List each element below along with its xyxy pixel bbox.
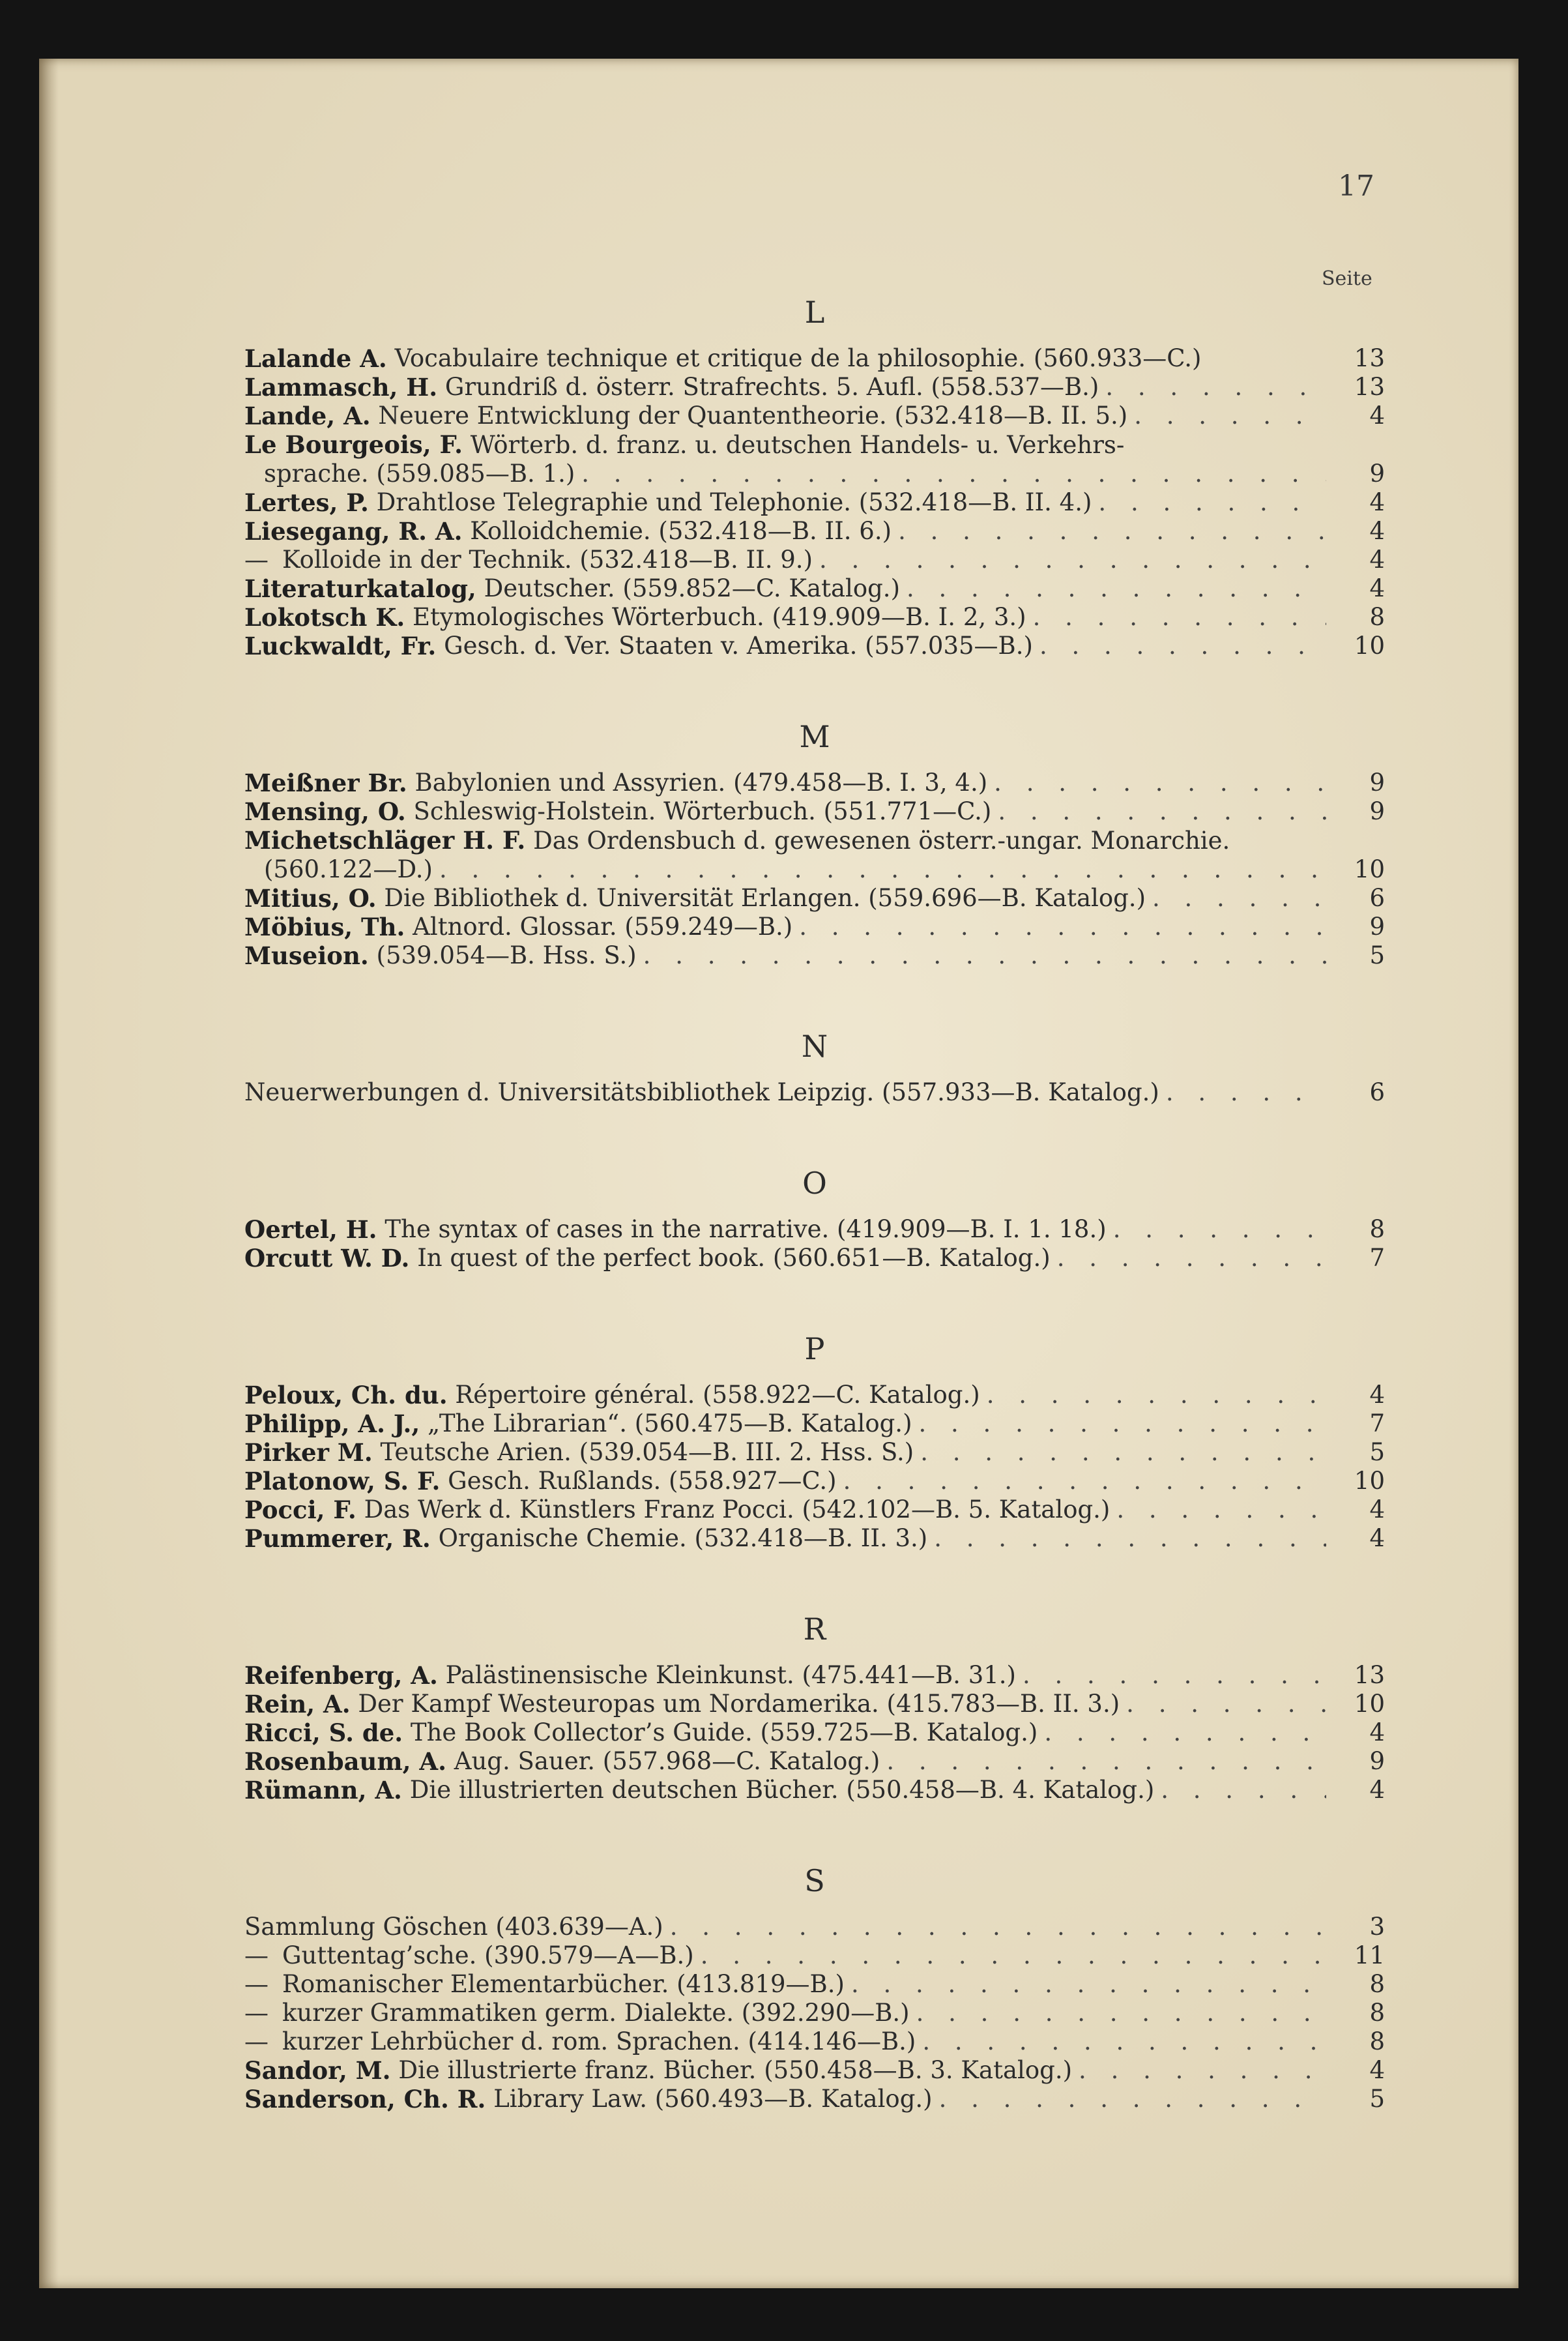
index-entry	[244, 797, 1385, 826]
index-entry	[244, 1718, 1385, 1747]
index-entry	[244, 1747, 1385, 1776]
index-entry	[244, 1524, 1385, 1553]
entry-author: Mensing, O.	[244, 797, 406, 826]
entry-title: Library Law. (560.493—B. Katalog.)	[493, 2085, 933, 2113]
entry-author: Liesegang, R. A.	[244, 517, 463, 546]
dot-leader	[670, 1913, 1326, 1941]
entry-page-number: 8	[1369, 1999, 1385, 2027]
index-entry	[244, 632, 1385, 660]
entry-title: d. Universitätsbibliothek Leipzig. (557.933—B. Katalog.)	[467, 1078, 1159, 1106]
section-s	[244, 1862, 1385, 2113]
index-entry	[244, 1776, 1385, 1804]
index-entry	[244, 769, 1385, 797]
entry-author: Lande, A.	[244, 402, 371, 430]
entry-title: Der Kampf Westeuropas um Nordamerika. (415.783—B. II. 3.)	[358, 1690, 1120, 1718]
entry-page-number: 8	[1369, 603, 1385, 631]
entry-author: Lalande A.	[244, 344, 387, 373]
entry-title: Kolloidchemie. (532.418—B. II. 6.)	[470, 517, 892, 545]
entry-title: Etymologisches Wörterbuch. (419.909—B. I. 2, 3.)	[413, 603, 1026, 631]
index-entry	[244, 603, 1385, 632]
entry-author: Meißner Br.	[244, 769, 407, 797]
section-n	[244, 1027, 1385, 1107]
section-o	[244, 1164, 1385, 1273]
entry-page-number: 9	[1369, 797, 1385, 825]
section-letter: P	[804, 1331, 825, 1366]
entry-author: Sammlung	[244, 1913, 375, 1941]
section-letter: O	[802, 1166, 827, 1201]
entry-title: Göschen (403.639—A.)	[383, 1913, 663, 1941]
entry-author: Möbius, Th.	[244, 913, 405, 941]
dot-leader	[919, 1409, 1327, 1438]
entry-title: Grundriß d. österr. Strafrechts. 5. Aufl. (558.537—B.)	[444, 373, 1099, 401]
entry-author: Rein, A.	[244, 1690, 351, 1718]
index-entry	[244, 1467, 1385, 1495]
dot-leader	[987, 1381, 1326, 1409]
dot-leader	[1126, 1690, 1326, 1718]
entry-page-number: 8	[1369, 1970, 1385, 1998]
dot-leader	[1057, 1244, 1326, 1273]
entry-page-number: 10	[1354, 632, 1385, 660]
entry-page-number: 7	[1369, 1409, 1385, 1437]
entry-author: Pocci, F.	[244, 1495, 356, 1524]
entry-page-number: 7	[1369, 1244, 1385, 1272]
dot-leader	[898, 517, 1326, 546]
entry-page-number: 4	[1369, 1776, 1385, 1804]
entry-author: Mitius, O.	[244, 884, 377, 913]
entry-title: (560.122—D.)	[264, 855, 433, 883]
dot-leader	[1116, 1495, 1326, 1524]
entry-page-number: 9	[1369, 1747, 1385, 1775]
entry-page-number: 3	[1369, 1913, 1385, 1941]
binding-shadow	[39, 59, 59, 2288]
section-l	[244, 293, 1385, 660]
entry-author: Michetschläger H. F.	[244, 826, 526, 855]
entry-author: Sanderson, Ch. R.	[244, 2085, 486, 2113]
index-entry	[244, 1381, 1385, 1409]
dot-leader	[886, 1747, 1326, 1776]
dot-leader	[1079, 2056, 1326, 2085]
dot-leader	[1023, 1661, 1326, 1690]
ditto-dash: —	[244, 1941, 269, 1969]
entry-title: The syntax of cases in the narrative. (419.909—B. I. 1. 18.)	[385, 1215, 1107, 1243]
index-entry	[244, 826, 1385, 884]
entry-author: Peloux, Ch. du.	[244, 1381, 448, 1409]
entry-title: Kolloide in der Technik. (532.418—B. II. 9.)	[282, 546, 813, 574]
page-column-header: Seite	[1322, 267, 1372, 290]
entry-page-number: 4	[1369, 1495, 1385, 1524]
entry-title: Guttentag’sche. (390.579—A—B.)	[282, 1941, 694, 1969]
dot-leader	[1166, 1078, 1326, 1107]
dot-leader	[843, 1467, 1326, 1495]
index-entry	[244, 941, 1385, 970]
entry-author: Platonow, S. F.	[244, 1467, 441, 1495]
entry-title: Altnord. Glossar. (559.249—B.)	[413, 913, 793, 941]
entry-page-number: 9	[1369, 460, 1385, 488]
entry-page-number: 6	[1369, 884, 1385, 912]
index-entry	[244, 402, 1385, 430]
index-entry	[244, 430, 1385, 488]
dot-leader	[819, 546, 1326, 574]
entry-page-number: 4	[1369, 517, 1385, 545]
section-letter: N	[801, 1029, 828, 1064]
entry-author: Lokotsch K.	[244, 603, 405, 632]
section-m	[244, 718, 1385, 970]
section-p	[244, 1330, 1385, 1553]
entry-page-number: 4	[1369, 546, 1385, 574]
index-entry	[244, 517, 1385, 546]
index-entry	[244, 1078, 1385, 1107]
index-entry	[244, 1913, 1385, 1941]
index-entry	[244, 1495, 1385, 1524]
entry-page-number: 4	[1369, 488, 1385, 516]
entry-author: Orcutt W. D.	[244, 1244, 410, 1273]
entry-author: Sandor, M.	[244, 2056, 391, 2085]
entry-title: Deutscher. (559.852—C. Katalog.)	[484, 574, 901, 602]
entry-page-number: 8	[1369, 2027, 1385, 2055]
entry-page-number: 4	[1369, 402, 1385, 430]
entry-author: Le Bourgeois, F.	[244, 430, 463, 459]
dot-leader	[934, 1524, 1326, 1553]
entry-title: Aug. Sauer. (557.968—C. Katalog.)	[454, 1747, 880, 1775]
entry-title: Babylonien und Assyrien. (479.458—B. I. 3, 4.)	[414, 769, 988, 797]
section-letter: L	[804, 295, 825, 330]
entry-page-number: 11	[1354, 1941, 1385, 1969]
index-entry	[244, 913, 1385, 941]
ditto-dash: —	[244, 2027, 269, 2055]
entry-title: Das Ordensbuch d. gewesenen österr.-ungar. Monarchie.	[533, 827, 1230, 855]
section-r	[244, 1610, 1385, 1804]
index-entry	[244, 1661, 1385, 1690]
entry-page-number: 4	[1369, 1524, 1385, 1552]
entry-title: „The Librarian“. (560.475—B. Katalog.)	[428, 1409, 912, 1437]
entry-title: kurzer Lehrbücher d. rom. Sprachen. (414.146—B.)	[282, 2027, 916, 2055]
entry-title: Die illustrierte franz. Bücher. (550.458—B. 3. Katalog.)	[398, 2056, 1073, 2084]
entry-author: Luckwaldt, Fr.	[244, 632, 437, 660]
ditto-dash: —	[244, 1970, 269, 1998]
section-letter: R	[803, 1612, 826, 1647]
dot-leader	[1113, 1215, 1326, 1244]
entry-title: (539.054—B. Hss. S.)	[376, 941, 637, 969]
index-list	[244, 293, 1385, 2171]
dot-leader	[1039, 632, 1326, 660]
entry-title: sprache. (559.085—B. 1.)	[264, 460, 575, 488]
entry-page-number: 10	[1354, 855, 1385, 883]
entry-title: Vocabulaire technique et critique de la philosophie. (560.933—C.)	[394, 344, 1202, 372]
entry-page-number: 10	[1354, 1690, 1385, 1718]
entry-title: kurzer Grammatiken germ. Dialekte. (392.290—B.)	[282, 1999, 910, 2027]
entry-author: Ricci, S. de.	[244, 1718, 403, 1747]
entry-page-number: 5	[1369, 941, 1385, 969]
index-entry	[244, 1999, 1385, 2027]
index-entry	[244, 2056, 1385, 2085]
entry-title: Gesch. Rußlands. (558.927—C.)	[448, 1467, 837, 1495]
page-number: 17	[1338, 169, 1374, 203]
index-entry	[244, 2085, 1385, 2113]
entry-author: Lammasch, H.	[244, 373, 438, 402]
entry-title: Wörterb. d. franz. u. deutschen Handels- u. Verkehrs-	[470, 431, 1125, 459]
index-entry	[244, 344, 1385, 373]
entry-author: Literaturkatalog,	[244, 574, 476, 603]
entry-title: Die Bibliothek d. Universität Erlangen. (559.696—B. Katalog.)	[384, 884, 1146, 912]
entry-author: Rümann, A.	[244, 1776, 402, 1804]
dot-leader	[1105, 373, 1326, 402]
dot-leader	[922, 2027, 1326, 2056]
entry-title: Palästinensische Kleinkunst. (475.441—B. 31.)	[445, 1661, 1016, 1689]
index-entry	[244, 884, 1385, 913]
dot-leader	[994, 769, 1326, 797]
dot-leader	[916, 1999, 1326, 2027]
entry-page-number: 13	[1354, 1661, 1385, 1689]
entry-author: Philipp, A. J.,	[244, 1409, 420, 1438]
section-letter: S	[804, 1863, 825, 1898]
index-entry	[244, 1970, 1385, 1999]
dot-leader	[907, 574, 1326, 603]
dot-leader	[581, 460, 1326, 488]
entry-page-number: 4	[1369, 2056, 1385, 2084]
entry-page-number: 9	[1369, 913, 1385, 941]
ditto-dash: —	[244, 1999, 269, 2027]
entry-title: Teutsche Arien. (539.054—B. III. 2. Hss. S.)	[380, 1438, 914, 1466]
ditto-dash: —	[244, 546, 269, 574]
dot-leader	[998, 797, 1326, 826]
entry-page-number: 4	[1369, 1718, 1385, 1746]
entry-page-number: 9	[1369, 769, 1385, 797]
entry-author: Lertes, P.	[244, 488, 369, 517]
entry-title: Neuere Entwicklung der Quantentheorie. (532.418—B. II. 5.)	[378, 402, 1128, 430]
dot-leader	[851, 1970, 1326, 1999]
entry-title: Das Werk d. Künstlers Franz Pocci. (542.102—B. 5. Katalog.)	[364, 1495, 1111, 1524]
dot-leader	[1033, 603, 1326, 632]
index-entry	[244, 1438, 1385, 1467]
index-entry	[244, 1941, 1385, 1970]
page-sheet	[39, 59, 1518, 2288]
entry-author: Pummerer, R.	[244, 1524, 431, 1553]
index-entry	[244, 1215, 1385, 1244]
dot-leader	[920, 1438, 1326, 1467]
dot-leader	[1161, 1776, 1326, 1804]
entry-author: Pirker M.	[244, 1438, 373, 1467]
entry-title: Die illustrierten deutschen Bücher. (550.458—B. 4. Katalog.)	[409, 1776, 1155, 1804]
index-entry	[244, 546, 1385, 574]
entry-page-number: 13	[1354, 344, 1385, 372]
entry-page-number: 8	[1369, 1215, 1385, 1243]
dot-leader	[799, 913, 1326, 941]
entry-page-number: 5	[1369, 2085, 1385, 2113]
entry-title: Drahtlose Telegraphie und Telephonie. (532.418—B. II. 4.)	[376, 488, 1092, 516]
dot-leader	[1134, 402, 1326, 430]
index-entry	[244, 1244, 1385, 1273]
index-entry	[244, 488, 1385, 517]
section-letter: M	[799, 719, 830, 754]
dot-leader	[1152, 884, 1326, 913]
dot-leader	[643, 941, 1326, 970]
entry-page-number: 4	[1369, 1381, 1385, 1409]
index-entry	[244, 1409, 1385, 1438]
entry-author: Oertel, H.	[244, 1215, 377, 1244]
entry-title: Gesch. d. Ver. Staaten v. Amerika. (557.035—B.)	[444, 632, 1033, 660]
entry-page-number: 4	[1369, 574, 1385, 602]
dot-leader	[701, 1941, 1326, 1970]
entry-title: Organische Chemie. (532.418—B. II. 3.)	[438, 1524, 928, 1552]
entry-title: Répertoire général. (558.922—C. Katalog.)	[455, 1381, 980, 1409]
entry-title: Schleswig-Holstein. Wörterbuch. (551.771—C.)	[413, 797, 992, 825]
index-entry	[244, 373, 1385, 402]
entry-page-number: 10	[1354, 1467, 1385, 1495]
entry-title: The Book Collector’s Guide. (559.725—B. Katalog.)	[410, 1718, 1038, 1746]
entry-title: Romanischer Elementarbücher. (413.819—B.)	[282, 1970, 845, 1998]
dot-leader	[1044, 1718, 1326, 1747]
index-entry	[244, 1690, 1385, 1718]
entry-author: Neuerwerbungen	[244, 1078, 459, 1106]
entry-title: In quest of the perfect book. (560.651—B. Katalog.)	[417, 1244, 1051, 1272]
entry-author: Rosenbaum, A.	[244, 1747, 446, 1776]
index-entry	[244, 2027, 1385, 2056]
index-entry	[244, 574, 1385, 603]
entry-page-number: 5	[1369, 1438, 1385, 1466]
entry-author: Museion.	[244, 941, 369, 970]
dot-leader	[939, 2085, 1326, 2113]
entry-page-number: 6	[1369, 1078, 1385, 1106]
dot-leader	[439, 855, 1326, 884]
dot-leader	[1098, 488, 1326, 517]
entry-author: Reifenberg, A.	[244, 1661, 438, 1690]
entry-page-number: 13	[1354, 373, 1385, 401]
